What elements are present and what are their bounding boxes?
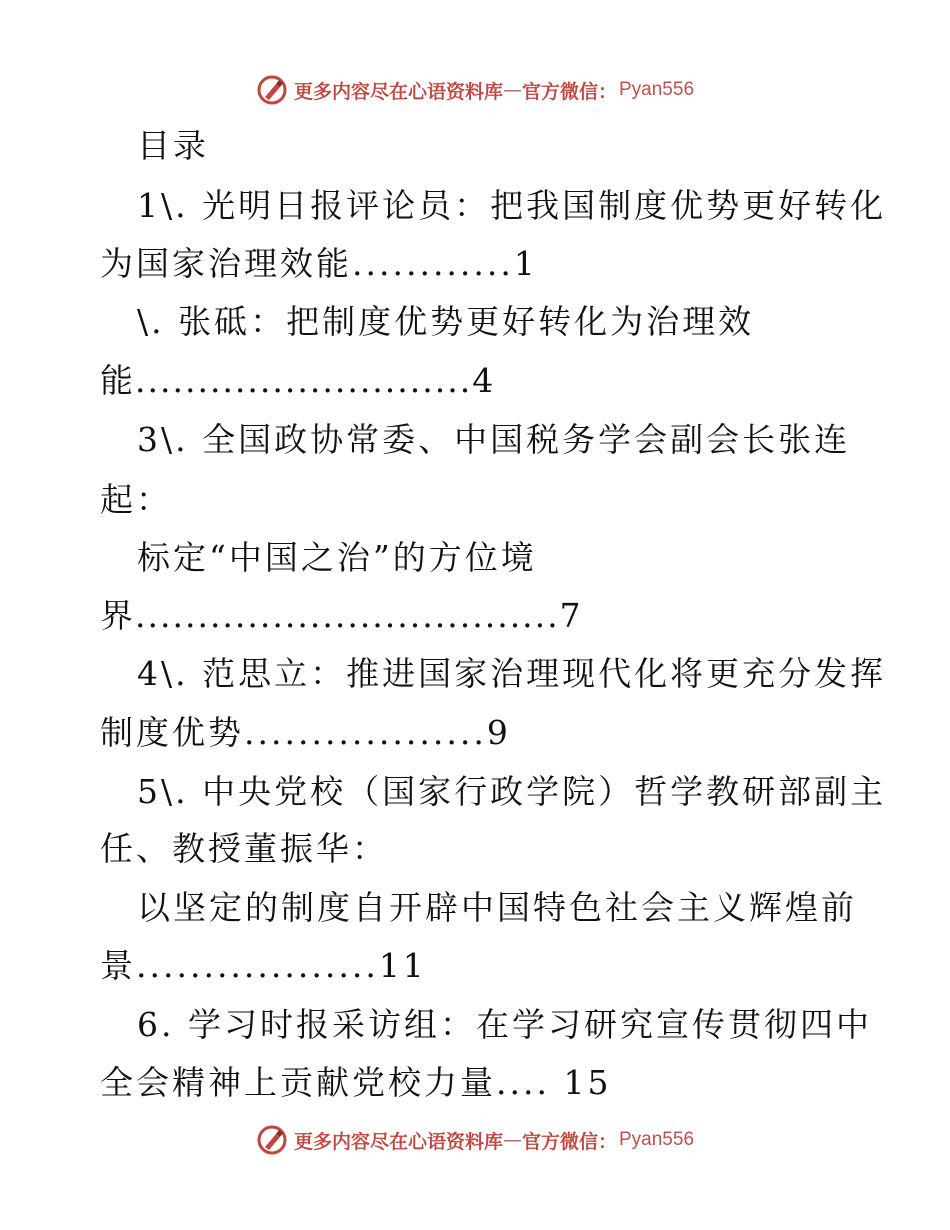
watermark-main-text: 更多内容尽在心语资料库	[293, 1130, 503, 1153]
toc-line: 1\. 光明日报评论员：把我国制度优势更好转化	[137, 186, 887, 225]
toc-line: 5\. 中央党校（国家行政学院）哲学教研部副主	[137, 772, 887, 811]
toc-line: 4\. 范思立：推进国家治理现代化将更充分发挥	[137, 654, 887, 693]
toc-line: 任、教授董振华：	[100, 829, 388, 868]
toc-line: 3\. 全国政协常委、中国税务学会副会长张连	[137, 420, 851, 459]
red-pen-logo-icon	[256, 1124, 288, 1156]
toc-line: 以坚定的制度自开辟中国特色社会主义辉煌前	[137, 888, 857, 927]
toc-line: 起：	[100, 480, 172, 519]
watermark-suffix-text: 官方微信：	[521, 1130, 617, 1153]
toc-line: 标定“中国之治”的方位境	[137, 538, 537, 577]
toc-heading: 目录	[137, 126, 209, 165]
header-watermark	[0, 73, 950, 107]
toc-line: \. 张砥：把制度优势更好转化为治理效	[137, 302, 755, 341]
watermark-wechat-id: Pyan556	[619, 1129, 695, 1150]
watermark-wechat-id: Pyan556	[619, 79, 695, 100]
toc-line: 全会精神上贡献党校力量.... 15	[100, 1063, 612, 1102]
toc-line: 制度优势..................9	[100, 713, 511, 752]
watermark-main-text: 更多内容尽在心语资料库	[293, 80, 503, 103]
red-pen-logo-icon	[256, 74, 288, 106]
toc-line: 界..................................7	[100, 596, 583, 635]
footer-watermark	[0, 1123, 950, 1157]
toc-line: 6. 学习时报采访组：在学习研究宣传贯彻四中	[137, 1005, 872, 1044]
watermark-separator: —	[502, 1129, 522, 1151]
toc-line: 能...........................4	[100, 361, 496, 400]
watermark-suffix-text: 官方微信：	[521, 80, 617, 103]
watermark-separator: —	[502, 79, 522, 101]
toc-line: 为国家治理效能............1	[100, 244, 538, 283]
toc-line: 景..................11	[100, 946, 427, 985]
